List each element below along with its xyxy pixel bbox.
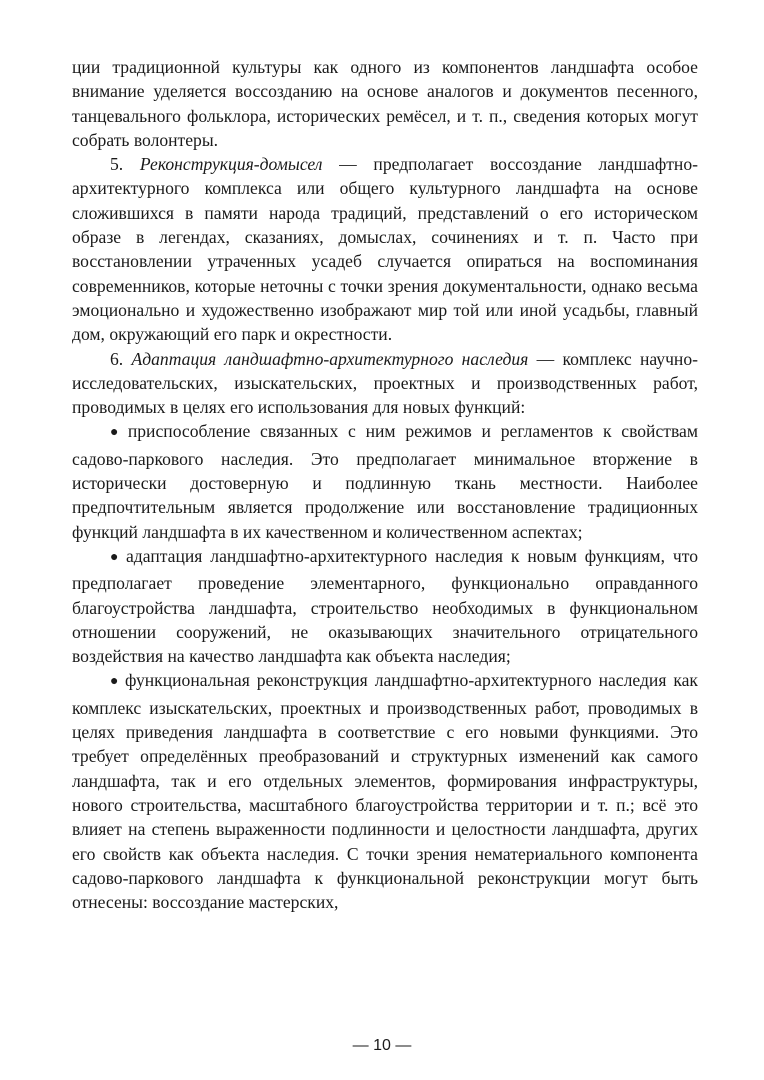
paragraph-continuation: ции традиционной культуры как одного из компонентов ландшафта особое внимание уделяется воссозданию на основе аналогов и документов песенного, танцевального фольклора, исторических ремёсел, и т. п., сведения которых могут собрать волонтеры.: [72, 57, 698, 150]
item-number: 6.: [110, 348, 124, 369]
bullet-icon: ●: [110, 425, 124, 441]
bullet-icon: ●: [110, 674, 121, 690]
paragraph-item-5: [72, 152, 698, 346]
bullet-item: [72, 544, 698, 668]
term-adaptation-heritage: Адаптация ландшафтно-архитектурного наследия: [131, 348, 529, 369]
term-reconstruction-conjecture: Реконструкция-домысел: [139, 154, 323, 175]
paragraph-text: — комплекс научно-исследовательских, изыскательских, проектных и производственных работ, проводимых в целях его использования для новых функций:: [72, 348, 698, 418]
bullet-item: [72, 668, 698, 914]
bullet-item: [72, 419, 698, 543]
body-text: [72, 55, 698, 914]
paragraph-text: — предполагает воссоздание ландшафтно-архитектурного комплекса или общего культурного ландшафта на основе сложившихся в памяти народа традиций, представлений о его историческом образе в легендах, сказаниях, домыслах, сочинениях и т. п. Часто при восстановлении утраченных усадеб случается опираться на воспоминания современников, которые неточны с точки зрения документальности, однако весьма эмоционально и художественно изображают мир той или иной усадьбы, главный дом, окружающий его парк и окрестности.: [72, 154, 698, 345]
page-number: — 10 —: [352, 1037, 412, 1054]
bullet-text: приспособление связанных с ним режимов и регламентов к свойствам садово-паркового наследия. Это предполагает минимальное вторжение в исторически достоверную и подлинную ткань местности. Наиболее предпочтительным является продолжение или восстановление традиционных функций ландшафта в их качественном и количественном аспектах;: [72, 421, 698, 542]
item-number: 5.: [110, 154, 124, 175]
bullet-text: функциональная реконструкция ландшафтно-архитектурного наследия как комплекс изыскательских, проектных и производственных работ, проводимых в целях приведения ландшафта в соответствие с его новыми функциями. Это требует определённых преобразований и структурных изменений как самого ландшафта, так и его отдельных элементов, формирования инфраструктуры, нового строительства, масштабного благоустройства территории и т. п.; всё это влияет на степень выраженности подлинности и целостности ландшафта, других его свойств как объекта наследия. С точки зрения нематериального компонента садово-паркового ландшафта к функциональной реконструкции могут быть отнесены: воссоздание мастерских,: [72, 670, 698, 913]
paragraph-item-6: [72, 347, 698, 420]
bullet-icon: ●: [110, 549, 122, 565]
bullet-text: адаптация ландшафтно-архитектурного наследия к новым функциям, что предполагает проведение элементарного, функционально оправданного благоустройства ландшафта, строительство необходимых в функциональном отношении сооружений, не оказывающих значительного отрицательного воздействия на качество ландшафта как объекта наследия;: [72, 545, 698, 667]
